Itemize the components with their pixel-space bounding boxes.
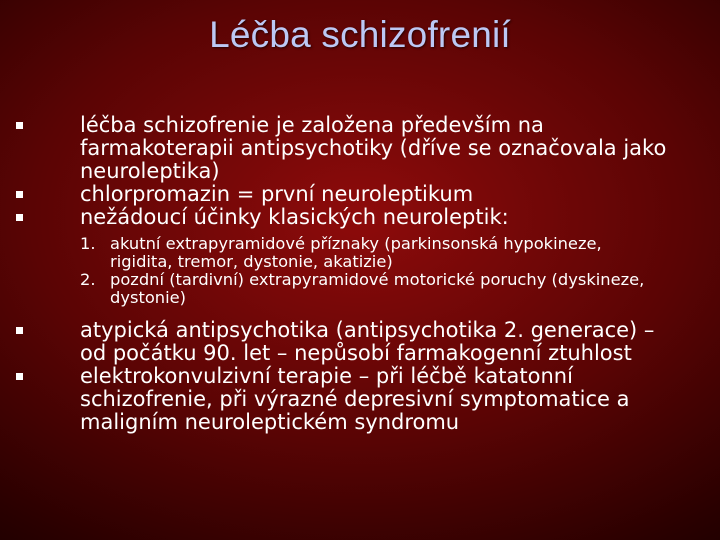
sub-list-text: akutní extrapyramidové příznaky (parkinsonská hypokineze, rigidita, tremor, dystonie, akatizie) [110,234,602,271]
square-bullet-icon [16,373,23,380]
bullet-text: elektrokonvulzivní terapie – při léčbě katatonní schizofrenie, při výrazné depresivní symptomatice a maligním neuroleptickém syndromu [80,364,630,434]
bullet-item [80,183,670,206]
square-bullet-icon [16,122,23,129]
bullet-text: chlorpromazin = první neuroleptikum [80,182,474,206]
bullet-item [80,365,670,434]
numbered-sub-list [80,235,660,307]
bullet-text: nežádoucí účinky klasických neuroleptik: [80,205,509,229]
square-bullet-icon [16,214,23,221]
bullet-item [80,114,670,183]
sub-list-item [80,271,660,307]
bullet-item [80,319,670,365]
sub-list-number: 1. [80,234,96,253]
slide-title: Léčba schizofrenií [209,14,511,55]
bullet-text: léčba schizofrenie je založena především na farmakoterapii antipsychotiky (dříve se označovala jako neuroleptika) [80,113,667,183]
square-bullet-icon [16,327,23,334]
slide-content [0,114,720,434]
sub-list-number: 2. [80,270,96,289]
bullet-text: atypická antipsychotika (antipsychotika 2. generace) – od počátku 90. let – nepůsobí farmakogenní ztuhlost [80,318,655,365]
bullet-item [80,206,670,229]
sub-list-text: pozdní (tardivní) extrapyramidové motorické poruchy (dyskineze, dystonie) [110,270,645,307]
square-bullet-icon [16,191,23,198]
sub-list-item [80,235,660,271]
